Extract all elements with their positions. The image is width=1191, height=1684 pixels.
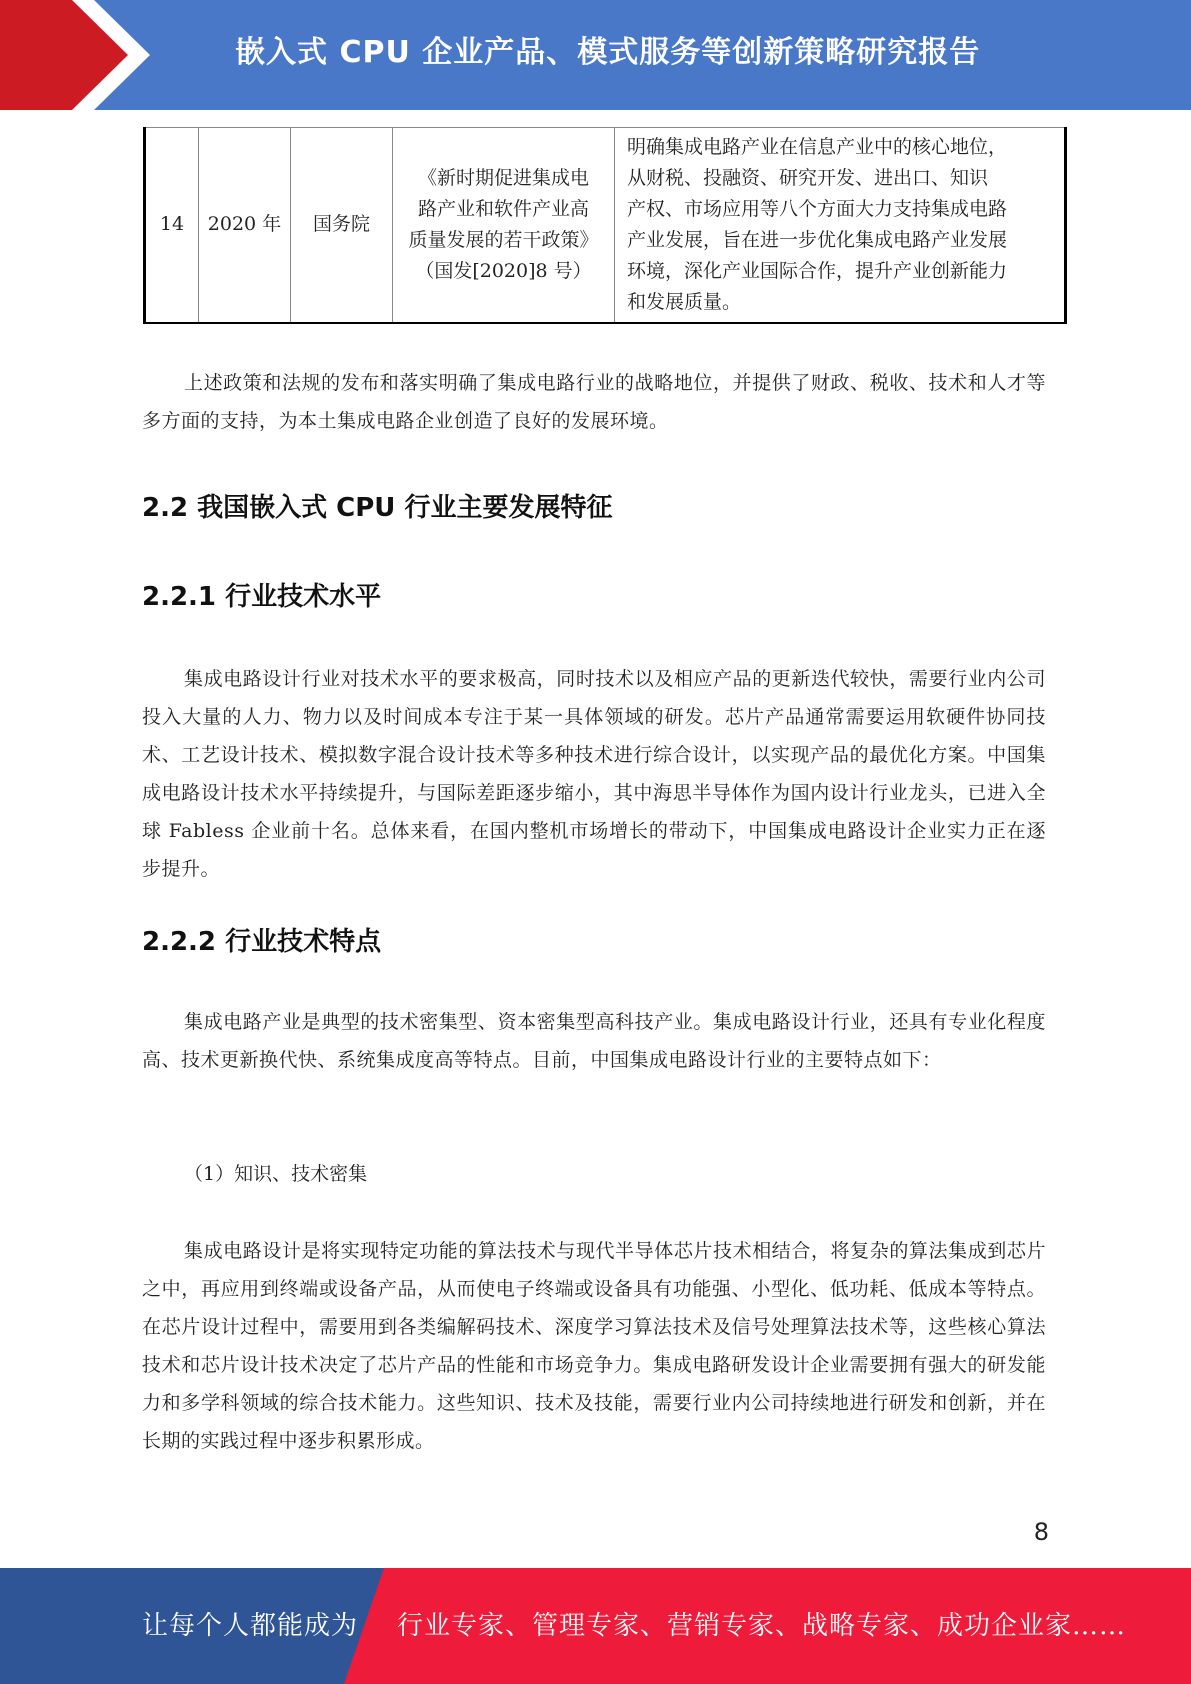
description-line: 环境，深化产业国际合作，提升产业创新能力: [627, 259, 1008, 282]
description-line: 和发展质量。: [627, 290, 742, 313]
description-line: 产业发展，旨在进一步优化集成电路产业发展: [627, 228, 1008, 251]
policy-table: [143, 127, 1067, 324]
description-line: 产权、市场应用等八个方面大力支持集成电路: [627, 197, 1008, 220]
row-number: 14: [145, 128, 199, 323]
description-line: 明确集成电路产业在信息产业中的核心地位，: [627, 135, 1008, 158]
row-description: [615, 128, 1066, 323]
policy-summary-paragraph: 上述政策和法规的发布和落实明确了集成电路行业的战略地位，并提供了财政、税收、技术和人才等多方面的支持，为本土集成电路企业创造了良好的发展环境。: [142, 372, 1046, 432]
knowledge-paragraph: 集成电路设计是将实现特定功能的算法技术与现代半导体芯片技术相结合，将复杂的算法集成到芯片之中，再应用到终端或设备产品，从而使电子终端或设备具有功能强、小型化、低功耗、低成本等特点。在芯片设计过程中，需要用到各类编解码技术、深度学习算法技术及信号处理算法技术等，这些核心算法技术和芯片设计技术决定了芯片产品的性能和市场竞争力。集成电路研发设计企业需要拥有强大的研发能力和多学科领域的综合技术能力。这些知识、技术及技能，需要行业内公司持续地进行研发和创新，并在长期的实践过程中逐步积累形成。: [142, 1240, 1046, 1452]
policy-name-line: 《新时期促进集成电: [417, 166, 589, 189]
header-arrow-graphic: [0, 0, 160, 110]
page-footer: [0, 1568, 1191, 1684]
page-header: [0, 0, 1191, 110]
section-heading-2-2-1: 2.2.1 行业技术水平: [142, 582, 382, 612]
tech-level-paragraph: 集成电路设计行业对技术水平的要求极高，同时技术以及相应产品的更新迭代较快，需要行业内公司投入大量的人力、物力以及时间成本专注于某一具体领域的研发。芯片产品通常需要运用软硬件协同技术、工艺设计技术、模拟数字混合设计技术等多种技术进行综合设计，以实现产品的最优化方案。中国集成电路设计技术水平持续提升，与国际差距逐步缩小，其中海思半导体作为国内设计行业龙头，已进入全球 Fabless 企业前十名。总体来看，在国内整机市场增长的带动下，中国集成电路设计企业实力正在逐步提升。: [142, 668, 1046, 880]
footer-slogan-left: 让每个人都能成为: [142, 1611, 359, 1641]
page-number: 8: [1033, 1518, 1049, 1546]
tech-features-paragraph: 集成电路产业是典型的技术密集型、资本密集型高科技产业。集成电路设计行业，还具有专业化程度高、技术更新换代快、系统集成度高等特点。目前，中国集成电路设计行业的主要特点如下：: [142, 1011, 1046, 1071]
policy-name-line: （国发[2020]8 号）: [415, 259, 592, 282]
section-heading-2-2-2: 2.2.2 行业技术特点: [142, 927, 382, 957]
report-title: 嵌入式 CPU 企业产品、模式服务等创新策略研究报告: [235, 35, 981, 70]
row-year: 2020 年: [199, 128, 291, 323]
policy-name-line: 质量发展的若干政策》: [408, 228, 599, 251]
row-policy-name: [393, 128, 615, 323]
table-row: [145, 128, 1066, 323]
footer-slogan-right: 行业专家、管理专家、营销专家、战略专家、成功企业家……: [397, 1611, 1127, 1641]
policy-name-line: 路产业和软件产业高: [417, 197, 589, 220]
list-item-knowledge: （1）知识、技术密集: [184, 1163, 368, 1185]
section-heading-2-2: 2.2 我国嵌入式 CPU 行业主要发展特征: [142, 493, 613, 523]
description-line: 从财税、投融资、研究开发、进出口、知识: [627, 166, 989, 189]
row-issuer: 国务院: [291, 128, 393, 323]
